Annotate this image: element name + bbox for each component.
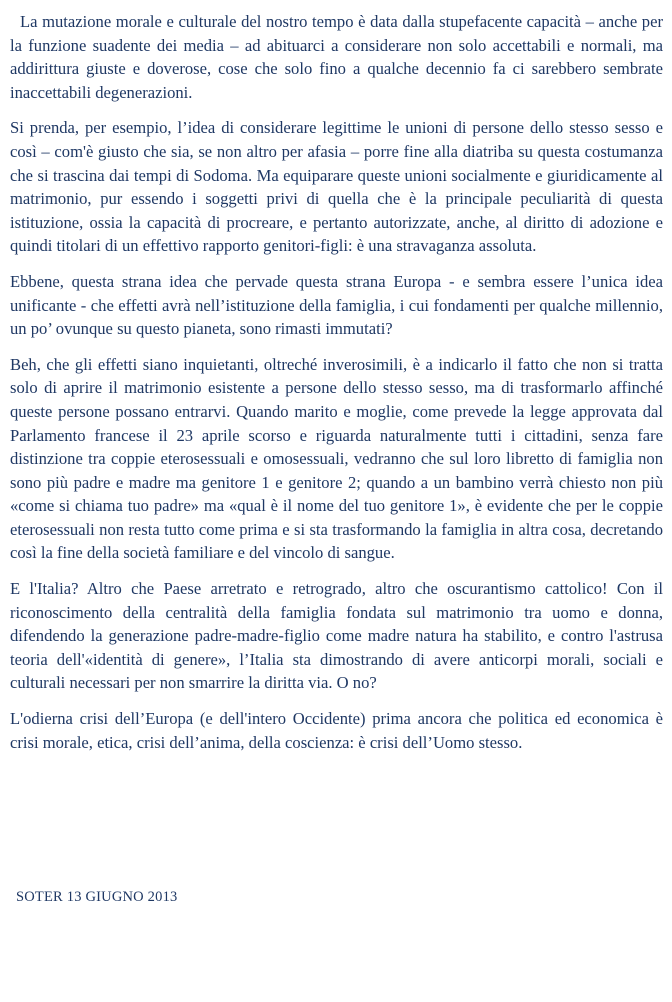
paragraph-3: Ebbene, questa strana idea che pervade questa strana Europa - e sembra essere l’unica idea unificante - che effetti avrà nell’istituzione della famiglia, i cui fondamenti per qualche millennio, un po’ ovunque su questo pianeta, sono rimasti immutati?	[10, 271, 663, 339]
paragraph-2: Si prenda, per esempio, l’idea di considerare legittime le unioni di persone dello stesso sesso e così – com'è giusto che sia, se non altro per afasia – porre fine alla diatriba su questa costumanza che si trascina dai tempi di Sodoma. Ma equiparare queste unioni socialmente e giuridicamente al matrimonio, pur essendo i soggetti privi di quella che è la principale peculiarità di questa istituzione, ossia la capacità di procreare, e pertanto autorizzate, anche, al diritto di adozione e quindi titolari di un effettivo rapporto genitori-figli: è una stravaganza assoluta.	[10, 118, 663, 256]
article-body	[10, 10, 663, 766]
paragraph-4: Beh, che gli effetti siano inquietanti, oltreché inverosimili, è a indicarlo il fatto che non si tratta solo di aprire il matrimonio esistente a persone dello stesso sesso, ma di trasformarlo affinché queste persone possano entrarvi. Quando marito e moglie, come prevede la legge approvata dal Parlamento francese il 23 aprile scorso e riguarda naturalmente tutti i cittadini, senza fare distinzione tra coppie eterosessuali e omosessuali, vedranno che sul loro libretto di famiglia non sono più padre e madre ma genitore 1 e genitore 2; quando a un bambino verrà chiesto non più «come si chiama tuo padre» ma «qual è il nome del tuo genitore 1», è evidente che per le coppie eterosessuali non resta tutto come prima e si sta trasformando la famiglia in altra cosa, decretando così la fine della società familiare e del vincolo di sangue.	[10, 354, 663, 563]
paragraph-6: L'odierna crisi dell’Europa (e dell'intero Occidente) prima ancora che politica ed economica è crisi morale, etica, crisi dell’anima, della coscienza: è crisi dell’Uomo stesso.	[10, 709, 663, 752]
paragraph-1: La mutazione morale e culturale del nostro tempo è data dalla stupefacente capacità – anche per la funzione suadente dei media – ad abituarci a considerare non solo accettabili e normali, ma addirittura giuste e doverose, cose che solo fino a qualche decennio fa ci sarebbero sembrate inaccettabili degenerazioni.	[10, 12, 663, 102]
paragraph-5: E l'Italia? Altro che Paese arretrato e retrogrado, altro che oscurantismo cattolico! Con il riconoscimento della centralità della famiglia fondata sul matrimonio tra uomo e donna, difendendo la generazione padre-madre-figlio come madre natura ha stabilito, e contro l'astrusa teoria dell'«identità di genere», l’Italia sta dimostrando di avere anticorpi morali, sociali e culturali necessari per non smarrire la diritta via. O no?	[10, 579, 663, 693]
signature: SOTER 13 GIUGNO 2013	[16, 889, 178, 905]
